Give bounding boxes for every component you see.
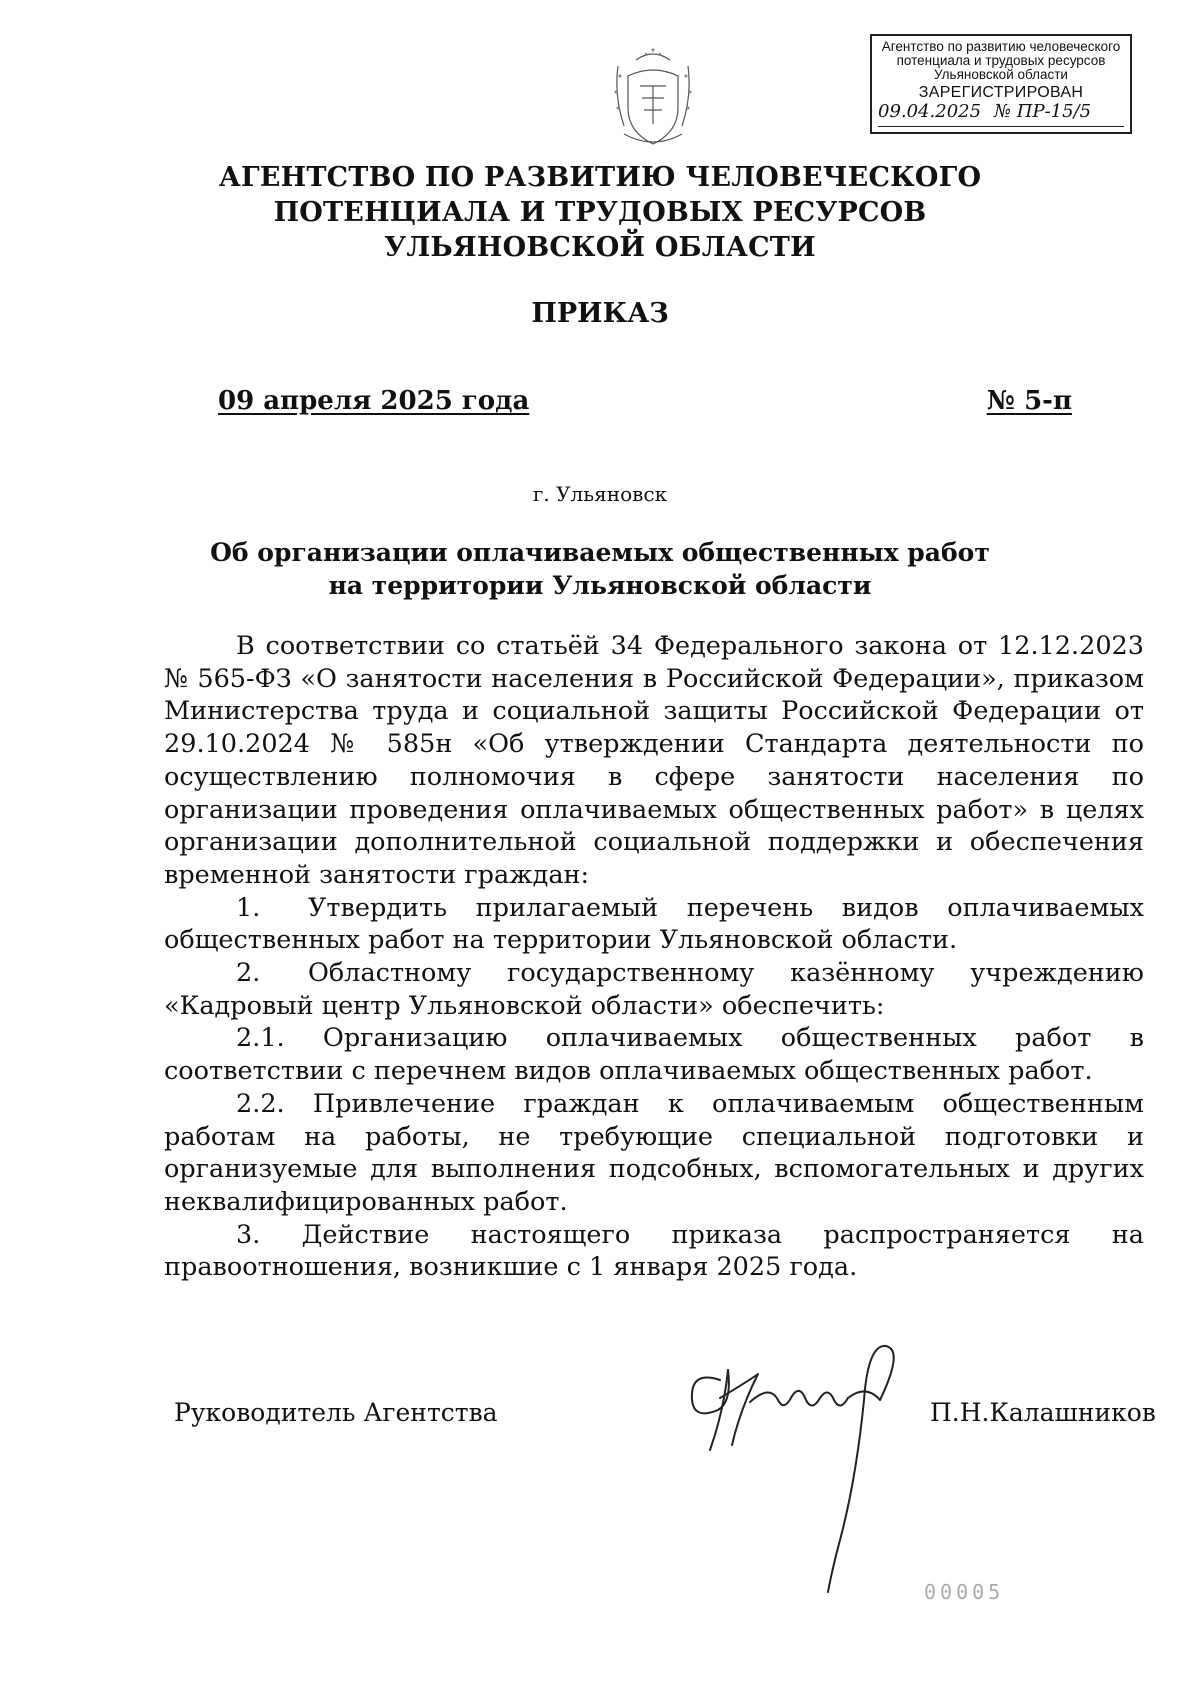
- item-2: [164, 957, 1144, 1022]
- stamp-underline: [878, 101, 1124, 127]
- org-title-line: АГЕНТСТВО ПО РАЗВИТИЮ ЧЕЛОВЕЧЕСКОГО: [218, 162, 982, 193]
- org-title-line: ПОТЕНЦИАЛА И ТРУДОВЫХ РЕСУРСОВ: [273, 197, 927, 228]
- organization-title: [0, 160, 1200, 265]
- stamp-line: Ульяновской области: [934, 67, 1068, 82]
- stamp-reg-number: № ПР-15/5: [994, 101, 1092, 122]
- item-number: 2.: [236, 958, 261, 989]
- item-2-1: 2.1. Организацию оплачиваемых общественных работ в соответствии с перечнем видов оплачиваемых общественных работ.: [164, 1023, 1144, 1087]
- subject-line: на территории Ульяновской области: [328, 571, 872, 600]
- item-number: 1.: [236, 892, 261, 923]
- item-3: 3. Действие настоящего приказа распространяется на правоотношения, возникшие с 1 января 2025 года.: [164, 1219, 1144, 1283]
- city: г. Ульяновск: [532, 482, 668, 506]
- page-mark: 00005: [924, 1580, 1005, 1604]
- stamp-status: ЗАРЕГИСТРИРОВАН: [918, 84, 1084, 101]
- order-body: [164, 630, 1144, 1284]
- stamp-line: Агентство по развитию человеческого: [881, 39, 1121, 54]
- document-type: ПРИКАЗ: [531, 298, 669, 329]
- stamp-handwritten-row: [872, 101, 1130, 127]
- item-1: [164, 892, 1144, 957]
- order-subject: [0, 536, 1200, 602]
- registration-stamp: [870, 34, 1132, 134]
- stamp-reg-date: 09.04.2025: [878, 101, 982, 122]
- org-title-line: УЛЬЯНОВСКОЙ ОБЛАСТИ: [384, 232, 816, 263]
- order-number: № 5-п: [986, 386, 1072, 416]
- signatory-title: Руководитель Агентства: [174, 1398, 498, 1427]
- item-text: Областному государственному казённому учреждению «Кадровый центр Ульяновской области» обеспечить:: [164, 958, 1144, 1021]
- preamble-paragraph: В соответствии со статьёй 34 Федерального закона от 12.12.2023 № 565-ФЗ «О занятости населения в Российской Федерации», приказом Министерства труда и социальной защиты Российской Федерации от 29.10.2024 № 585н «Об утверждении Стандарта деятельности по осуществлению полномочия в сфере занятости населения по организации проведения оплачиваемых общественных работ» в целях организации дополнительной социальной поддержки и обеспечения временной занятости граждан:: [164, 631, 1144, 890]
- stamp-line: потенциала и трудовых ресурсов: [896, 53, 1106, 68]
- signatory-name: П.Н.Калашников: [930, 1398, 1156, 1427]
- coat-of-arms-icon: [606, 46, 700, 154]
- item-2-2: 2.2. Привлечение граждан к оплачиваемым общественным работам на работы, не требующие специальной подготовки и организуемые для выполнения подсобных, вспомогательных и других неквалифицированных работ.: [164, 1088, 1144, 1217]
- handwritten-signature: [680, 1340, 930, 1600]
- order-date: 09 апреля 2025 года: [218, 386, 530, 416]
- subject-line: Об организации оплачиваемых общественных работ: [210, 538, 990, 567]
- item-text: Утвердить прилагаемый перечень видов оплачиваемых общественных работ на территории Ульяновской области.: [164, 892, 1144, 956]
